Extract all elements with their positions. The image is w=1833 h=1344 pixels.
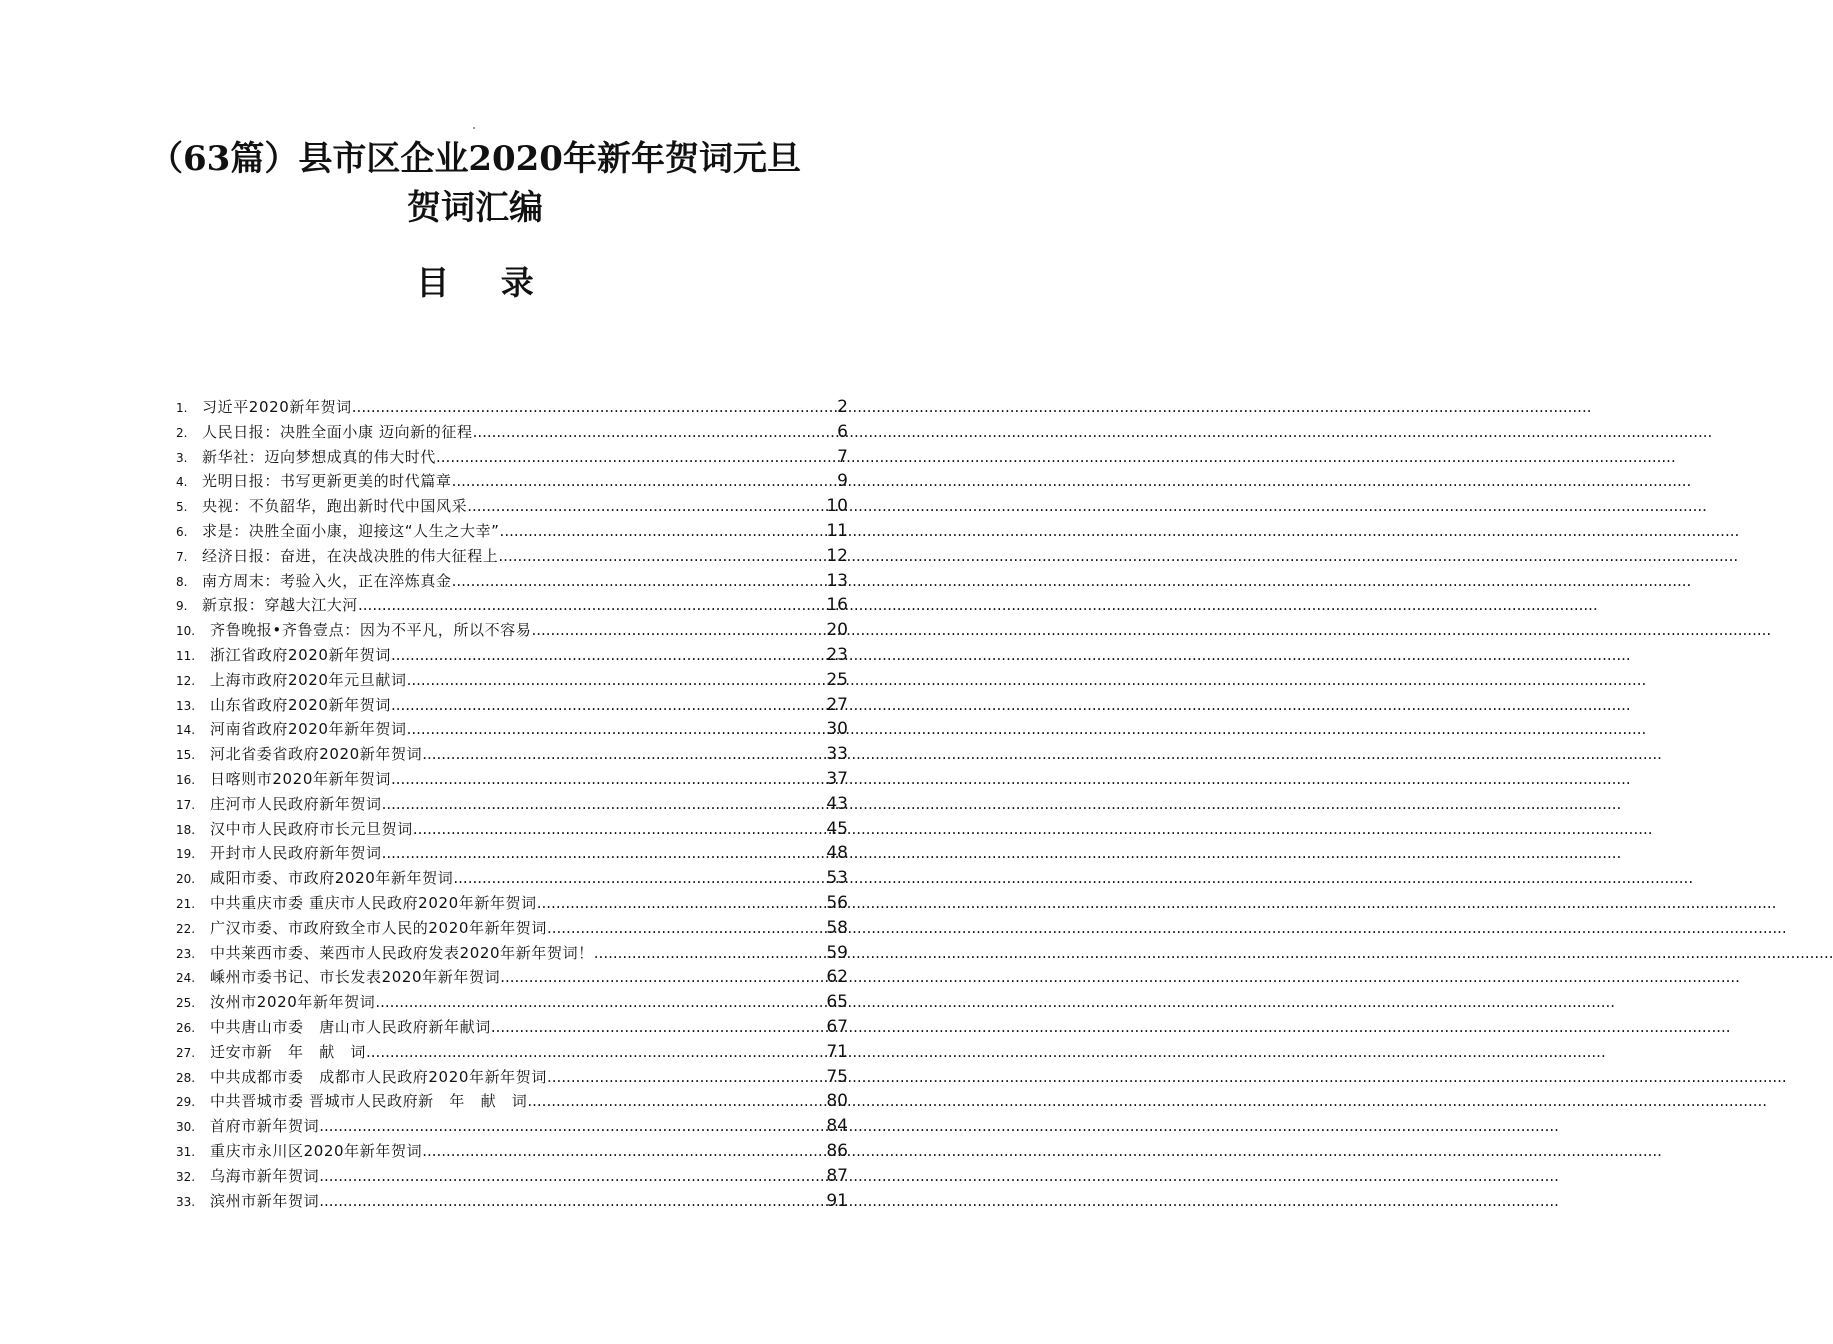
toc-dot-leader: [391, 646, 826, 664]
toc-entry[interactable]: [176, 743, 848, 768]
toc-entry[interactable]: [176, 1066, 848, 1091]
toc-entry-title[interactable]: 央视：不负韶华，跑出新时代中国风采: [202, 497, 468, 516]
toc-entry-page-number[interactable]: 43: [826, 793, 848, 814]
toc-entry-number: 22.: [176, 921, 196, 936]
toc-entry-page-number[interactable]: 87: [826, 1165, 848, 1186]
toc-entry[interactable]: [176, 867, 848, 892]
toc-entry-number: 11.: [176, 648, 196, 663]
toc-entry-page-number[interactable]: 6: [837, 421, 848, 442]
toc-entry-number: 18.: [176, 822, 196, 837]
toc-entry[interactable]: [176, 1190, 848, 1215]
toc-dot-leader: [391, 696, 826, 714]
toc-entry-number: 12.: [176, 673, 196, 688]
toc-entry-page-number[interactable]: 11: [826, 520, 848, 541]
toc-entry[interactable]: [176, 470, 848, 495]
toc-dot-leader: [547, 1068, 826, 1086]
toc-entry-title[interactable]: 咸阳市委、市政府2020年新年贺词: [210, 869, 454, 888]
toc-entry-title[interactable]: 新京报：穿越大江大河: [202, 596, 359, 615]
document-title-line2: 贺词汇编: [407, 188, 543, 228]
toc-entry[interactable]: [176, 694, 848, 719]
toc-entry-title[interactable]: 中共重庆市委 重庆市人民政府2020年新年贺词: [210, 893, 537, 912]
toc-entry-title[interactable]: 中共唐山市委 唐山市人民政府新年献词: [210, 1017, 491, 1036]
toc-entry-title[interactable]: 迁安市新 年 献 词: [210, 1042, 367, 1061]
toc-entry-number: 14.: [176, 723, 196, 738]
toc-entry-page-number[interactable]: 45: [826, 818, 848, 839]
toc-dot-leader: [382, 844, 827, 862]
toc-entry-page-number[interactable]: 7: [837, 446, 848, 467]
toc-entry-number: 2.: [176, 425, 188, 440]
toc-entry-title[interactable]: 汝州市2020年新年贺词: [210, 993, 376, 1012]
toc-entry-title[interactable]: 滨州市新年贺词: [210, 1191, 320, 1210]
toc-entry-title[interactable]: 首府市新年贺词: [210, 1117, 320, 1136]
toc-entry[interactable]: [176, 917, 848, 942]
toc-entry-title[interactable]: 嵊州市委书记、市长发表2020年新年贺词: [210, 968, 501, 987]
toc-entry-title[interactable]: 重庆市永川区2020年新年贺词: [210, 1141, 423, 1160]
toc-entry[interactable]: [176, 1140, 848, 1165]
toc-entry-title[interactable]: 新华社：迈向梦想成真的伟大时代: [202, 447, 437, 466]
toc-entry[interactable]: [176, 669, 848, 694]
toc-entry-number: 17.: [176, 797, 196, 812]
toc-entry-page-number[interactable]: 2: [837, 397, 848, 417]
toc-entry-page-number[interactable]: 10: [826, 496, 848, 517]
toc-entry-number: 33.: [176, 1194, 196, 1209]
toc-entry-title[interactable]: 求是：决胜全面小康，迎接这“人生之大幸”: [202, 521, 500, 540]
toc-entry-title[interactable]: 南方周末：考验入火，正在淬炼真金: [202, 571, 452, 590]
toc-dot-leader: [531, 621, 826, 639]
toc-entry-title[interactable]: 光明日报：书写更新更美的时代篇章: [202, 472, 452, 491]
toc-entry-number: 30.: [176, 1120, 196, 1135]
toc-entry-page-number[interactable]: 86: [826, 1140, 848, 1161]
toc-entry-number: 6.: [176, 524, 188, 539]
toc-entry-title[interactable]: 齐鲁晚报•齐鲁壹点：因为不平凡，所以不容易: [210, 621, 532, 640]
toc-dot-leader: [319, 1167, 826, 1185]
toc-entry-page-number[interactable]: 65: [826, 992, 848, 1013]
toc-entry-title[interactable]: 人民日报：决胜全面小康 迈向新的征程: [202, 422, 473, 441]
toc-entry-number: 8.: [176, 574, 188, 589]
toc-entry-page-number[interactable]: 48: [826, 843, 848, 864]
toc-entry-number: 9.: [176, 599, 188, 614]
toc-dot-leader: [352, 398, 837, 416]
toc-entry-number: 25.: [176, 996, 196, 1011]
toc-entry[interactable]: [176, 619, 848, 644]
toc-dot-leader: [498, 547, 826, 565]
toc-entry-number: 31.: [176, 1144, 196, 1159]
toc-entry-page-number[interactable]: 91: [826, 1190, 848, 1211]
toc-dot-leader: [473, 423, 838, 441]
toc-entry-title[interactable]: 河北省委省政府2020新年贺词: [210, 745, 423, 764]
toc-entry-number: 4.: [176, 475, 188, 490]
toc-entry-title[interactable]: 上海市政府2020年元旦献词: [210, 670, 407, 689]
toc-entry[interactable]: [176, 1090, 848, 1115]
toc-entry-page-number[interactable]: 23: [826, 644, 848, 665]
toc-dot-leader: [422, 745, 826, 763]
stray-dot-mark: [473, 127, 475, 129]
toc-entry-page-number[interactable]: 53: [826, 868, 848, 889]
toc-entry-title[interactable]: 山东省政府2020新年贺词: [210, 695, 391, 714]
toc-entry[interactable]: [176, 892, 848, 917]
toc-dot-leader: [527, 1092, 826, 1110]
toc-entry[interactable]: [176, 942, 848, 967]
toc-entry-title[interactable]: 浙江省政府2020新年贺词: [210, 645, 391, 664]
toc-dot-leader: [453, 869, 826, 887]
toc-entry-page-number[interactable]: 16: [826, 595, 848, 616]
toc-entry[interactable]: [176, 594, 848, 619]
toc-entry-title[interactable]: 经济日报：奋进，在决战决胜的伟大征程上: [202, 546, 499, 565]
toc-entry-page-number[interactable]: 12: [826, 545, 848, 566]
toc-entry-title[interactable]: 中共成都市委 成都市人民政府2020年新年贺词: [210, 1067, 547, 1086]
toc-entry-number: 5.: [176, 500, 188, 515]
toc-entry[interactable]: [176, 570, 848, 595]
toc-dot-leader: [413, 820, 827, 838]
toc-entry-number: 21.: [176, 896, 196, 911]
toc-entry-number: 29.: [176, 1095, 196, 1110]
toc-entry[interactable]: [176, 793, 848, 818]
toc-dot-leader: [358, 596, 826, 614]
toc-entry-page-number[interactable]: 62: [826, 967, 848, 988]
document-title-line1: （63篇）县市区企业2020年新年贺词元旦: [149, 139, 801, 179]
toc-dot-leader: [452, 472, 838, 490]
table-of-contents: [176, 396, 848, 1214]
toc-entry-number: 27.: [176, 1045, 196, 1060]
toc-entry[interactable]: [176, 966, 848, 991]
toc-entry-page-number[interactable]: 59: [826, 942, 848, 963]
toc-entry-title[interactable]: 河南省政府2020年新年贺词: [210, 720, 407, 739]
toc-entry-number: 19.: [176, 847, 196, 862]
toc-heading: 目 录: [416, 263, 554, 302]
toc-entry-number: 20.: [176, 872, 196, 887]
toc-dot-leader: [467, 497, 826, 515]
toc-entry-page-number[interactable]: 37: [826, 768, 848, 789]
toc-entry-page-number[interactable]: 67: [826, 1016, 848, 1037]
toc-dot-leader: [500, 522, 827, 540]
toc-entry-number: 32.: [176, 1169, 196, 1184]
toc-entry-number: 24.: [176, 971, 196, 986]
toc-entry[interactable]: [176, 396, 848, 421]
toc-entry-page-number[interactable]: 33: [826, 744, 848, 765]
toc-entry-title[interactable]: 开封市人民政府新年贺词: [210, 844, 382, 863]
toc-entry-title[interactable]: 日喀则市2020年新年贺词: [210, 769, 391, 788]
toc-entry-number: 10.: [176, 624, 196, 639]
toc-dot-leader: [452, 572, 827, 590]
toc-dot-leader: [391, 770, 826, 788]
toc-entry[interactable]: [176, 842, 848, 867]
toc-entry[interactable]: [176, 991, 848, 1016]
toc-entry[interactable]: [176, 545, 848, 570]
toc-entry[interactable]: [176, 495, 848, 520]
toc-dot-leader: [500, 968, 826, 986]
toc-dot-leader: [375, 993, 826, 1011]
toc-entry[interactable]: [176, 1041, 848, 1066]
toc-entry[interactable]: [176, 1115, 848, 1140]
toc-entry[interactable]: [176, 718, 848, 743]
toc-entry[interactable]: [176, 446, 848, 471]
toc-entry-number: 13.: [176, 698, 196, 713]
toc-entry-page-number[interactable]: 13: [826, 570, 848, 591]
toc-dot-leader: [594, 944, 827, 962]
toc-entry-title[interactable]: 庄河市人民政府新年贺词: [210, 794, 382, 813]
toc-dot-leader: [407, 720, 827, 738]
toc-entry-page-number[interactable]: 9: [837, 471, 848, 492]
toc-entry-title[interactable]: 汉中市人民政府市长元旦贺词: [210, 819, 413, 838]
toc-dot-leader: [537, 894, 827, 912]
toc-entry-page-number[interactable]: 30: [826, 719, 848, 740]
toc-dot-leader: [382, 795, 827, 813]
toc-entry-title[interactable]: 习近平2020新年贺词: [202, 398, 352, 416]
toc-dot-leader: [366, 1043, 826, 1061]
toc-entry[interactable]: [176, 520, 848, 545]
toc-entry-number: 16.: [176, 772, 196, 787]
toc-entry-page-number[interactable]: 20: [826, 620, 848, 641]
toc-entry-number: 3.: [176, 450, 188, 465]
toc-entry-page-number[interactable]: 58: [826, 917, 848, 938]
toc-entry[interactable]: [176, 421, 848, 446]
toc-entry-page-number[interactable]: 27: [826, 694, 848, 715]
toc-entry-number: 23.: [176, 946, 196, 961]
toc-entry[interactable]: [176, 1016, 848, 1041]
toc-entry-page-number[interactable]: 75: [826, 1066, 848, 1087]
toc-entry-page-number[interactable]: 84: [826, 1116, 848, 1137]
toc-dot-leader: [491, 1018, 827, 1036]
toc-entry-page-number[interactable]: 80: [826, 1091, 848, 1112]
toc-entry-number: 1.: [176, 401, 188, 415]
toc-dot-leader: [407, 671, 827, 689]
toc-entry-page-number[interactable]: 25: [826, 669, 848, 690]
toc-entry-number: 26.: [176, 1020, 196, 1035]
toc-entry-page-number[interactable]: 71: [826, 1041, 848, 1062]
toc-entry[interactable]: [176, 818, 848, 843]
toc-entry-title[interactable]: 乌海市新年贺词: [210, 1166, 320, 1185]
toc-entry[interactable]: [176, 768, 848, 793]
toc-dot-leader: [319, 1117, 826, 1135]
toc-entry-title[interactable]: 广汉市委、市政府致全市人民的2020年新年贺词: [210, 918, 547, 937]
toc-entry[interactable]: [176, 1165, 848, 1190]
toc-dot-leader: [436, 448, 837, 466]
toc-entry-title[interactable]: 中共晋城市委 晋城市人民政府新 年 献 词: [210, 1092, 528, 1111]
toc-entry-title[interactable]: 中共莱西市委、莱西市人民政府发表2020年新年贺词！: [210, 943, 594, 962]
toc-dot-leader: [422, 1142, 826, 1160]
toc-entry[interactable]: [176, 644, 848, 669]
toc-entry-number: 15.: [176, 748, 196, 763]
toc-dot-leader: [547, 919, 826, 937]
toc-entry-number: 28.: [176, 1070, 196, 1085]
toc-entry-number: 7.: [176, 549, 188, 564]
toc-entry-page-number[interactable]: 56: [826, 892, 848, 913]
toc-dot-leader: [319, 1192, 826, 1210]
